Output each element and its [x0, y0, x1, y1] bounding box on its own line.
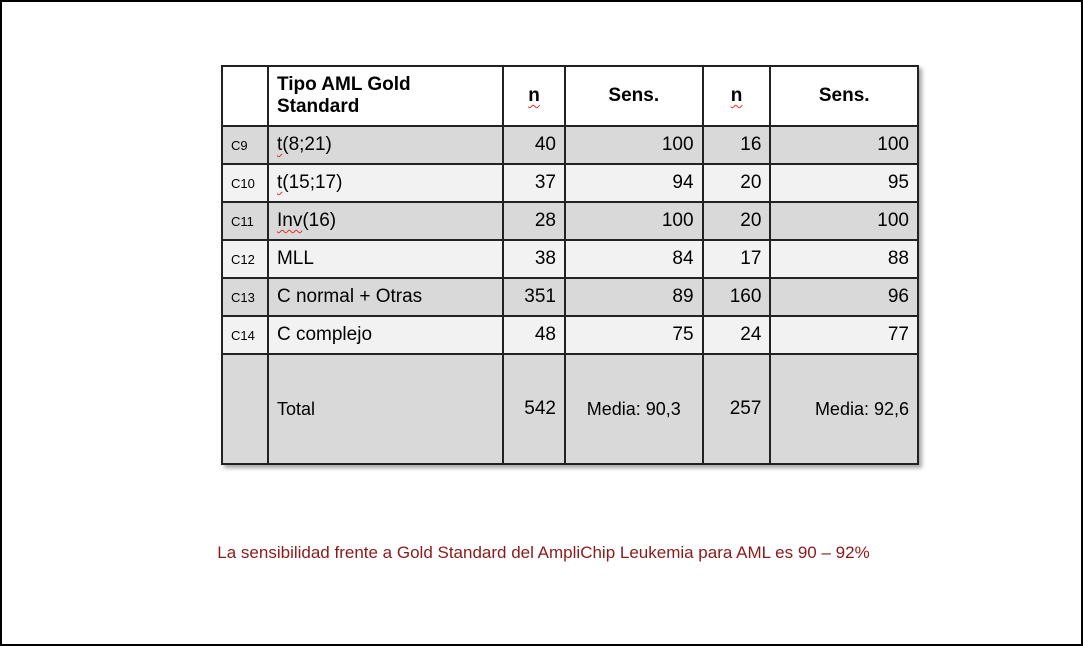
- row-tipo-spell: Inv: [276, 210, 303, 231]
- table-row: [222, 126, 918, 164]
- row-n-2: 16: [703, 126, 771, 164]
- header-n-1: [503, 66, 565, 126]
- row-sens-2: 77: [770, 316, 918, 354]
- row-code: C11: [222, 202, 268, 240]
- total-sens-1: Media: 90,3: [565, 354, 703, 464]
- total-sens-2: Media: 92,6: [770, 354, 918, 464]
- row-code: C12: [222, 240, 268, 278]
- row-code: C14: [222, 316, 268, 354]
- row-sens-2: 100: [770, 126, 918, 164]
- total-label: Total: [268, 354, 503, 464]
- row-tipo-rest: (8;21): [282, 134, 332, 155]
- total-n-2: 257: [703, 354, 771, 464]
- table-row: [222, 316, 918, 354]
- row-tipo: [268, 202, 503, 240]
- row-tipo: C complejo: [268, 316, 503, 354]
- row-sens-2: 88: [770, 240, 918, 278]
- sensitivity-caption: La sensibilidad frente a Gold Standard del AmpliChip Leukemia para AML es 90 – 92%: [217, 543, 870, 562]
- total-code: [222, 354, 268, 464]
- row-sens-1: 100: [565, 126, 703, 164]
- row-n-2: 20: [703, 202, 771, 240]
- row-n-1: 37: [503, 164, 565, 202]
- row-sens-1: 94: [565, 164, 703, 202]
- row-sens-1: 75: [565, 316, 703, 354]
- row-sens-1: 89: [565, 278, 703, 316]
- row-code: C13: [222, 278, 268, 316]
- table-header-row: [222, 66, 918, 126]
- row-n-1: 40: [503, 126, 565, 164]
- row-n-1: 38: [503, 240, 565, 278]
- row-tipo: C normal + Otras: [268, 278, 503, 316]
- header-n-1-text: n: [528, 85, 540, 106]
- header-tipo: Tipo AML Gold Standard: [268, 66, 503, 126]
- row-n-1: 28: [503, 202, 565, 240]
- row-tipo: MLL: [268, 240, 503, 278]
- header-sens-2: Sens.: [770, 66, 918, 126]
- row-tipo-spell: t: [276, 134, 283, 155]
- row-sens-2: 100: [770, 202, 918, 240]
- header-n-2: [703, 66, 771, 126]
- row-code: C9: [222, 126, 268, 164]
- table-total-row: [222, 354, 918, 464]
- row-n-2: 160: [703, 278, 771, 316]
- header-code: [222, 66, 268, 126]
- total-n-1: 542: [503, 354, 565, 464]
- row-tipo: [268, 164, 503, 202]
- row-n-2: 24: [703, 316, 771, 354]
- table-row: [222, 278, 918, 316]
- row-tipo: [268, 126, 503, 164]
- row-tipo-rest: (15;17): [282, 172, 343, 193]
- row-n-1: 48: [503, 316, 565, 354]
- row-tipo-spell: t: [276, 172, 283, 193]
- aml-sensitivity-table: [221, 65, 919, 465]
- header-n-2-text: n: [730, 85, 743, 106]
- row-tipo-rest: (16): [302, 210, 337, 231]
- table-row: [222, 240, 918, 278]
- row-sens-2: 96: [770, 278, 918, 316]
- row-sens-1: 84: [565, 240, 703, 278]
- row-sens-1: 100: [565, 202, 703, 240]
- table-row: [222, 202, 918, 240]
- table-row: [222, 164, 918, 202]
- header-sens-1: Sens.: [565, 66, 703, 126]
- row-code: C10: [222, 164, 268, 202]
- row-n-2: 17: [703, 240, 771, 278]
- row-sens-2: 95: [770, 164, 918, 202]
- row-n-2: 20: [703, 164, 771, 202]
- row-n-1: 351: [503, 278, 565, 316]
